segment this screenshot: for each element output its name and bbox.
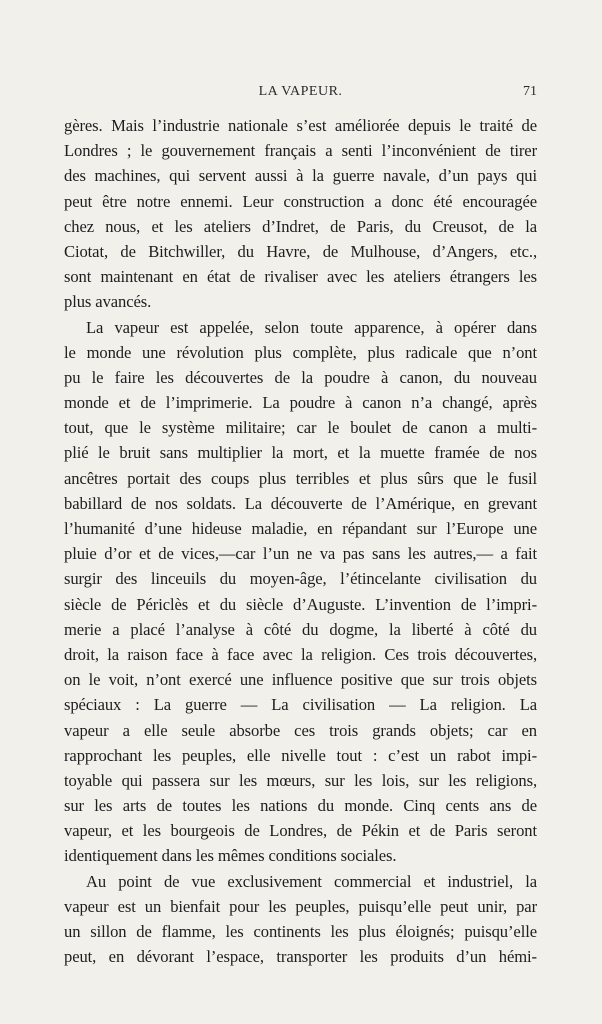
page-number: 71 [523, 84, 537, 99]
text-line: surgir des linceuils du moyen-âge, l’étincelante civilisation du [64, 569, 537, 589]
text-line: vapeur, et les bourgeois de Londres, de Pékin et de Paris seront [64, 821, 537, 841]
text-line: pluie d’or et de vices,—car l’un ne va pas sans les autres,— a fait [64, 544, 537, 564]
text-line: identiquement dans les mêmes conditions sociales. [64, 846, 397, 866]
text-line: des machines, qui servent aussi à la guerre navale, d’un pays qui [64, 166, 537, 186]
text-line: toyable qui passera sur les mœurs, sur les lois, sur les religions, [64, 770, 537, 790]
text-line: monde et de l’imprimerie. La poudre à canon n’a changé, après [64, 393, 537, 413]
text-line: gères. Mais l’industrie nationale s’est améliorée depuis le traité de [64, 116, 537, 135]
text-line: le monde une révolution plus complète, plus radicale que n’ont [64, 342, 537, 362]
text-line: peut, en dévorant l’espace, transporter les produits d’un hémi- [64, 947, 537, 967]
text-line: Au point de vue exclusivement commercial et industriel, la [86, 871, 537, 891]
text-line: l’humanité d’une hideuse maladie, en répandant sur l’Europe une [64, 519, 537, 538]
text-line: plié le bruit sans multiplier la mort, et la muette framée de nos [64, 443, 537, 463]
running-header [64, 84, 537, 104]
running-title: LA VAPEUR. [258, 84, 343, 99]
text-line: chez nous, et les ateliers d’Indret, de Paris, du Creusot, de la [64, 216, 537, 236]
text-line: peut être notre ennemi. Leur construction a donc été encouragée [64, 191, 537, 211]
text-line: on le voit, n’ont exercé une influence positive que sur trois objets [64, 670, 537, 690]
text-line: sont maintenant en état de rivaliser avec les ateliers étrangers les [64, 267, 537, 287]
text-line: sur les arts de toutes les nations du monde. Cinq cents ans de [64, 796, 537, 816]
text-line: Ciotat, de Bitchwiller, du Havre, de Mulhouse, d’Angers, etc., [64, 241, 537, 261]
text-line: ancêtres portait des coups plus terribles et plus sûrs que le fusil [64, 468, 537, 488]
text-line: droit, la raison face à face avec la religion. Ces trois découvertes, [64, 644, 537, 664]
text-line: La vapeur est appelée, selon toute apparence, à opérer dans [86, 317, 537, 337]
text-line: Londres ; le gouvernement français a senti l’inconvénient de tirer [64, 141, 537, 161]
body-text [64, 113, 537, 969]
text-line: pu le faire les découvertes de la poudre à canon, du nouveau [64, 367, 537, 387]
text-line: babillard de nos soldats. La découverte de l’Amérique, en grevant [64, 493, 537, 513]
text-line: vapeur a elle seule absorbe ces trois grands objets; car en [64, 720, 537, 740]
text-line: vapeur est un bienfait pour les peuples, puisqu’elle peut unir, par [64, 896, 537, 916]
text-line: spéciaux : La guerre — La civilisation — La religion. La [64, 695, 537, 715]
text-line: plus avancés. [64, 292, 152, 312]
text-line: merie a placé l’analyse à côté du dogme, la liberté à côté du [64, 619, 537, 639]
text-line: siècle de Périclès et du siècle d’Auguste. L’invention de l’impri- [64, 594, 537, 614]
text-line: tout, que le système militaire; car le boulet de canon a multi- [64, 418, 537, 438]
text-line: un sillon de flamme, les continents les plus éloignés; puisqu’elle [64, 922, 537, 941]
text-line: rapprochant les peuples, elle nivelle tout : c’est un rabot impi- [64, 745, 537, 765]
